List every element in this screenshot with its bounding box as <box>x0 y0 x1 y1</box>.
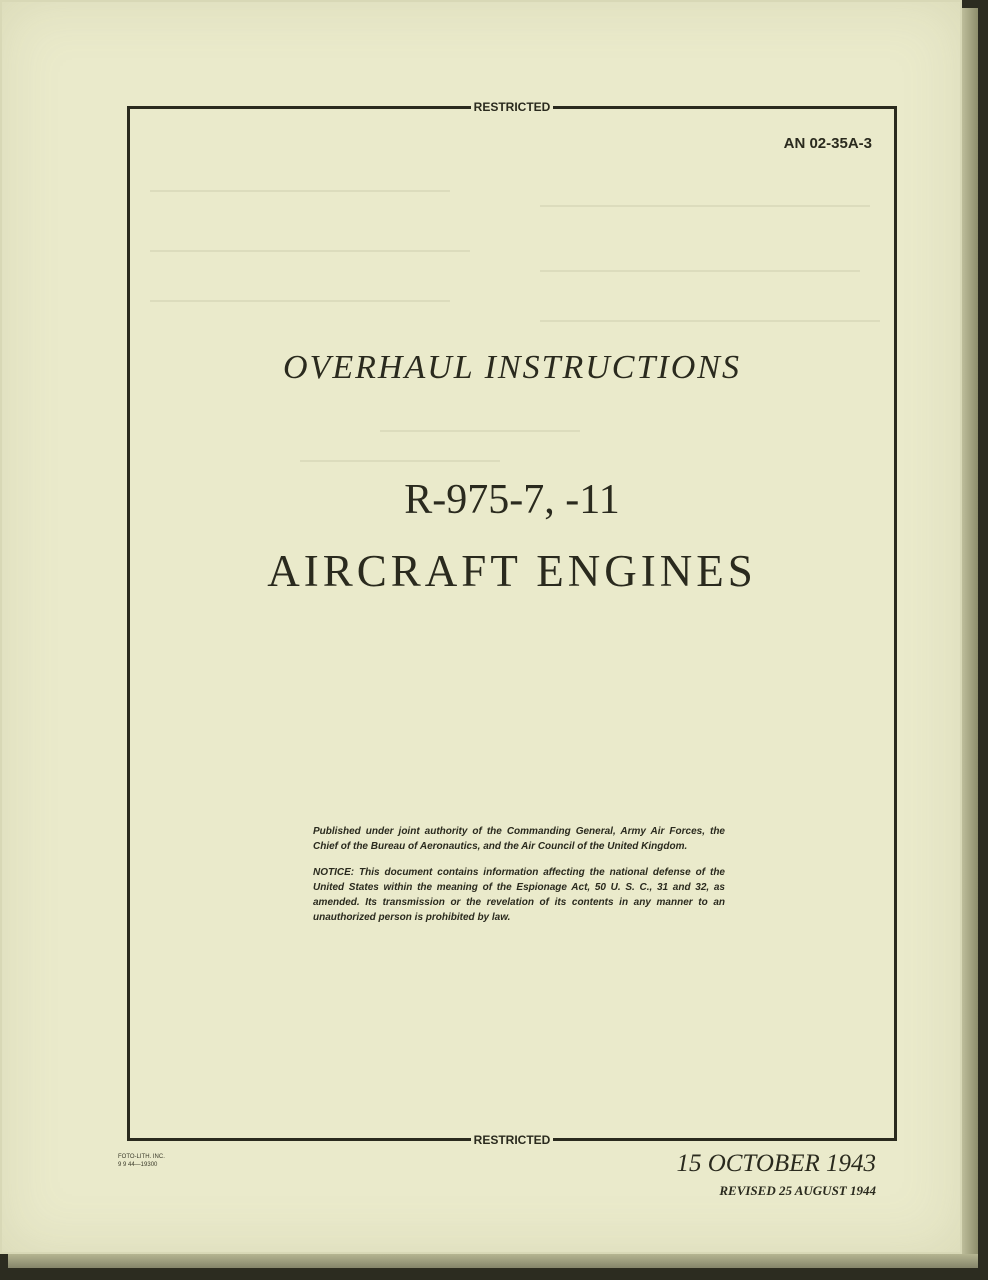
notice-block <box>313 824 725 936</box>
restricted-marking-top: RESTRICTED <box>130 100 894 114</box>
document-border <box>127 100 897 1147</box>
publication-date: 15 OCTOBER 1943 <box>676 1150 876 1177</box>
page-edge-right <box>962 8 978 1264</box>
document-number: AN 02-35A-3 <box>783 135 872 152</box>
engine-model: R-975-7, -11 <box>404 477 620 523</box>
page-edge-bottom <box>8 1254 978 1268</box>
revision-date: REVISED 25 AUGUST 1944 <box>719 1183 876 1198</box>
printer-code: 9 9 44—19300 <box>118 1162 158 1168</box>
document-subject: AIRCRAFT ENGINES <box>267 546 757 596</box>
document-title: OVERHAUL INSTRUCTIONS <box>283 349 741 386</box>
authority-statement: Published under joint authority of the Commanding General, Army Air Forces, the Chief of the Bureau of Aeronautics, and the Air Council of the United Kingdom. <box>313 826 725 852</box>
espionage-notice: NOTICE: This document contains information affecting the national defense of the United States within the meaning of the Espionage Act, 50 U. S. C., 31 and 32, as amended. Its transmission or the revelation of its contents in any manner to an unauthorized person is prohibited by law. <box>313 867 725 923</box>
printer-imprint <box>118 1153 165 1169</box>
restricted-marking-bottom: RESTRICTED <box>130 1133 894 1147</box>
printer-name: FOTO-LITH. INC. <box>118 1154 165 1160</box>
